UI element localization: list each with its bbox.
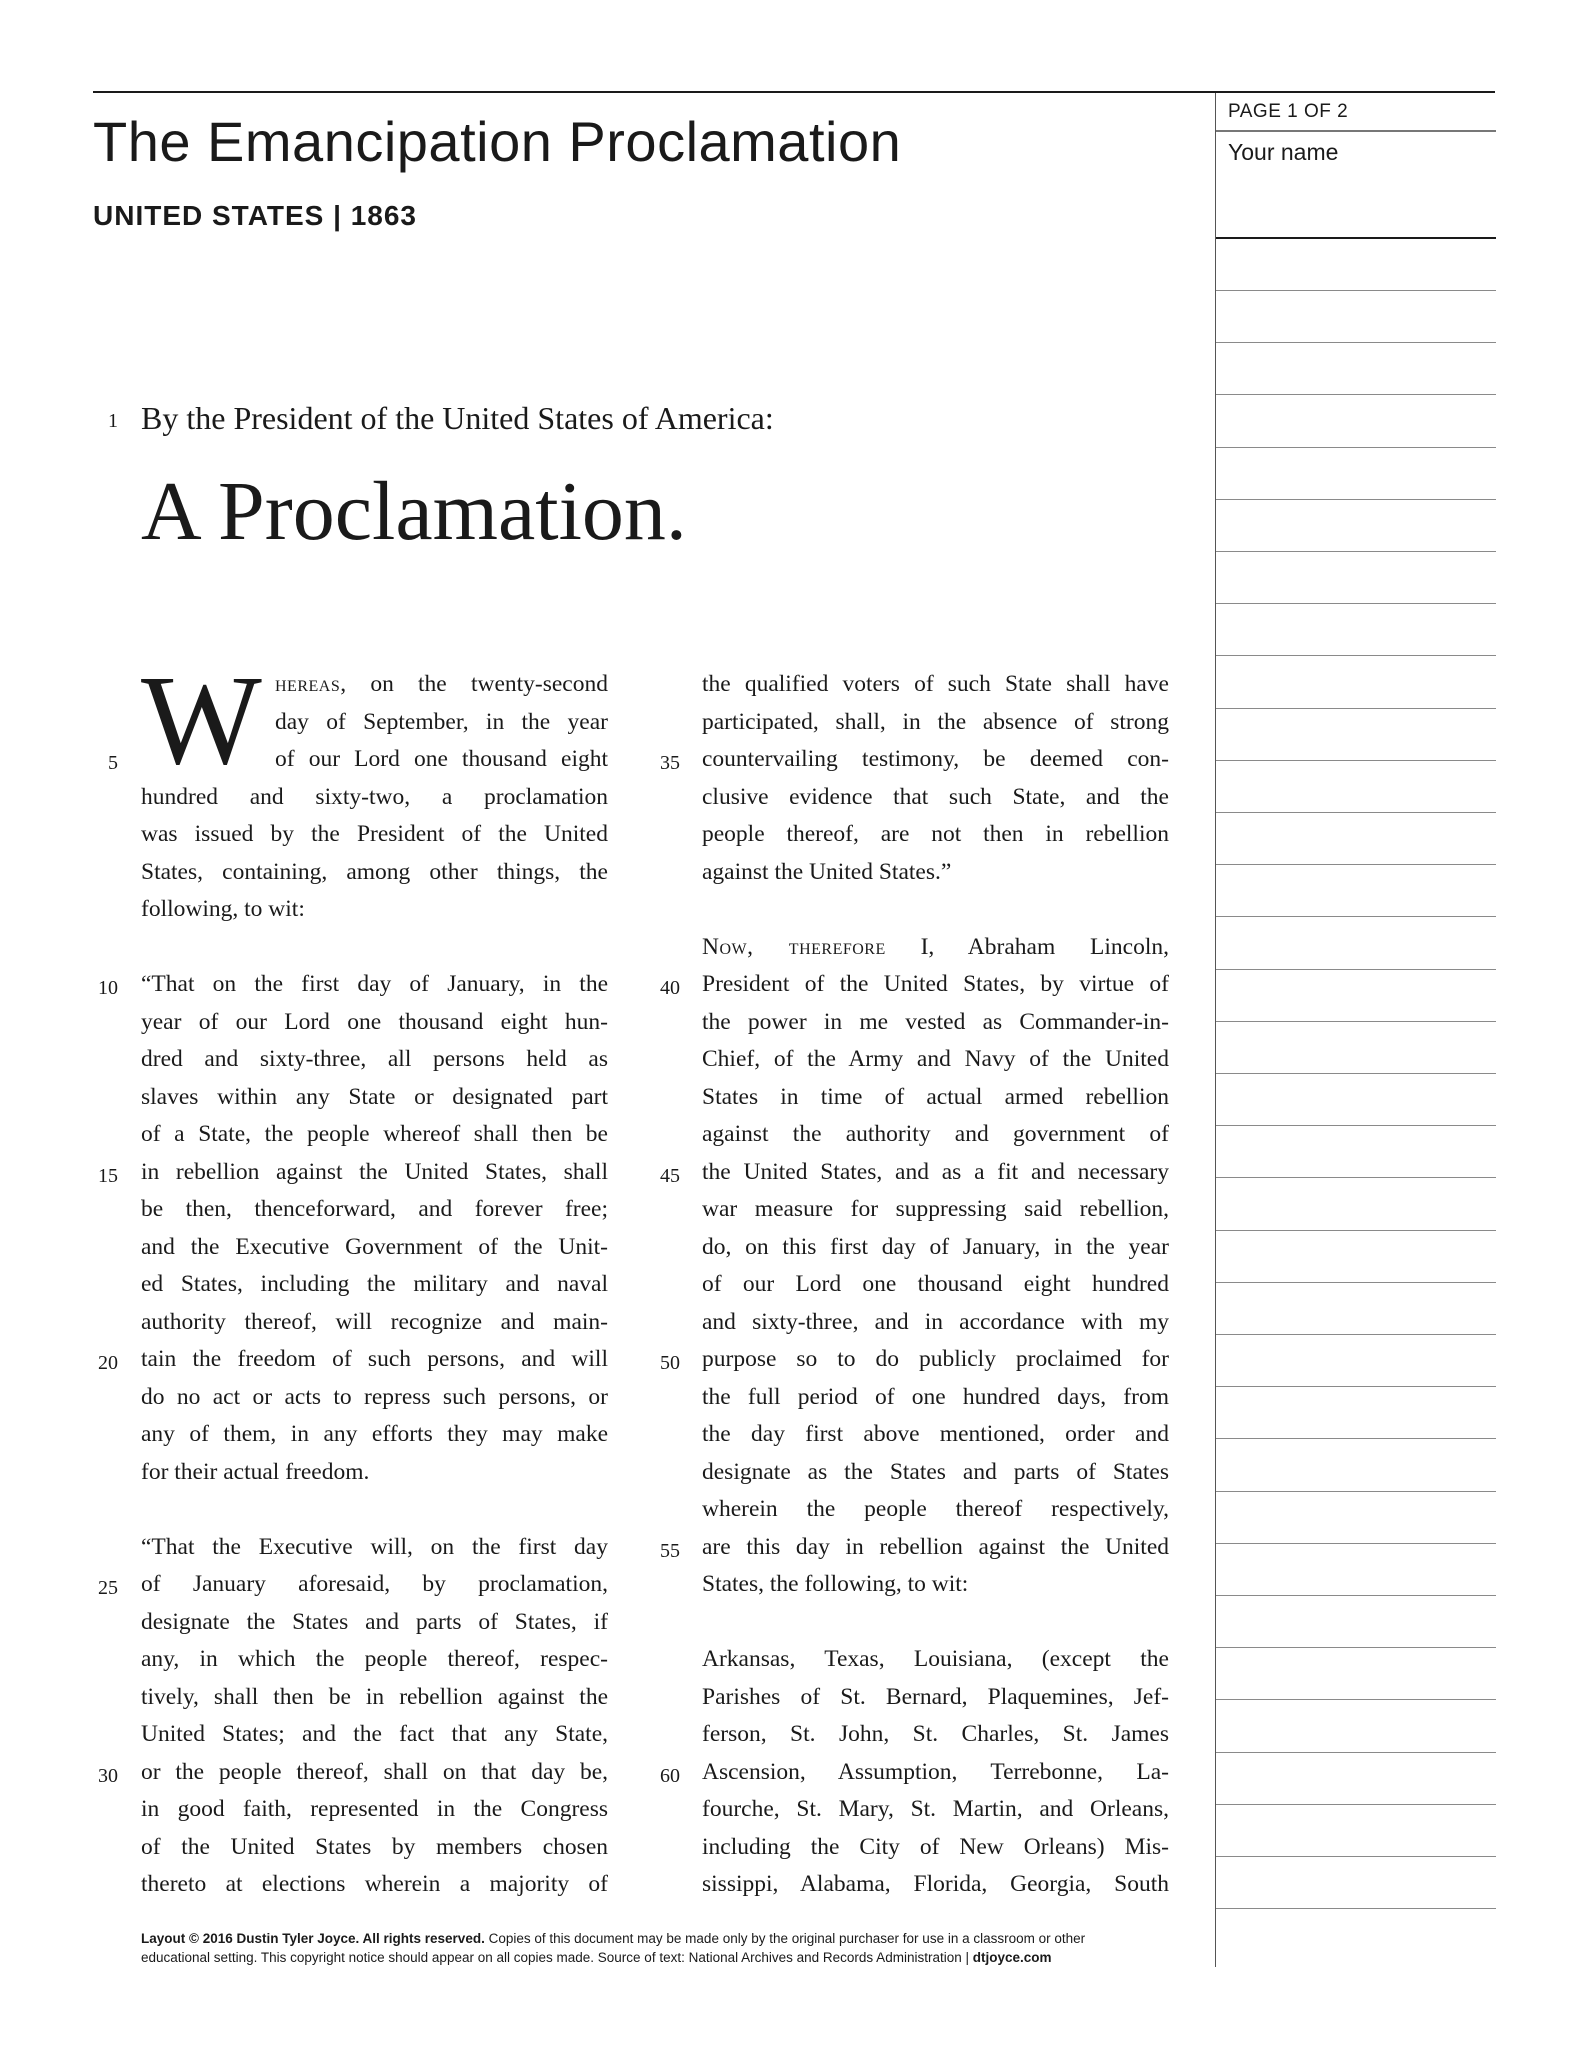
text-line: “That on the first day of January, in the [141, 971, 608, 997]
text-line: the day first above mentioned, order and [702, 1421, 1169, 1447]
text-line: purpose so to do publicly proclaimed for [702, 1346, 1169, 1372]
line-number: 60 [660, 1765, 680, 1787]
line-number: 15 [98, 1165, 118, 1187]
text-line: or the people thereof, shall on that day be, [141, 1758, 608, 1785]
text-line: President of the United States, by virtue of [702, 971, 1169, 997]
text-line: hundred and sixty-two, a proclamation [141, 783, 608, 810]
note-line [1216, 342, 1496, 343]
text-line: the qualified voters of such State shall have [702, 671, 1169, 697]
note-line [1216, 708, 1496, 709]
text-line: tively, shall then be in rebellion against the [141, 1683, 608, 1710]
line-number: 45 [660, 1165, 680, 1187]
text-line: United States; and the fact that any State, [141, 1721, 608, 1747]
text-line: any of them, in any efforts they may make [141, 1421, 608, 1447]
note-line [1216, 551, 1496, 552]
text-line: people thereof, are not then in rebellion [702, 821, 1169, 847]
paragraph-quote-1-end [702, 666, 1169, 891]
text-line: and the Executive Government of the Unit- [141, 1233, 608, 1260]
line-number: 10 [98, 977, 118, 999]
note-line [1216, 499, 1496, 500]
text-line: countervailing testimony, be deemed con- [702, 746, 1169, 772]
drop-cap: W [141, 649, 262, 791]
text-line: slaves within any State or designated part [141, 1083, 608, 1110]
text-line: do, on this first day of January, in the year [702, 1233, 1169, 1260]
text-line: ferson, St. John, St. Charles, St. James [702, 1721, 1169, 1747]
note-line [1216, 1386, 1496, 1387]
line-number: 1 [108, 410, 118, 432]
note-line [1216, 1699, 1496, 1700]
line-number: 5 [108, 752, 118, 774]
note-line [1216, 447, 1496, 448]
text-line: of our Lord one thousand eight [275, 746, 608, 772]
note-line [1216, 1073, 1496, 1074]
paragraph-states-list [702, 1641, 1169, 1904]
document-subtitle: UNITED STATES | 1863 [93, 200, 417, 231]
note-line [1216, 603, 1496, 604]
text-line: do no act or acts to repress such persons, or [141, 1383, 608, 1410]
lead-word: hereas [275, 671, 341, 697]
text-line: against the United States.” [702, 858, 952, 885]
text-line: ed States, including the military and naval [141, 1271, 608, 1297]
text-line: following, to wit: [141, 896, 305, 922]
text-line: designate the States and parts of States, if [141, 1608, 608, 1635]
text-line: be then, thenceforward, and forever free; [141, 1196, 608, 1222]
paragraph-now-therefore [702, 929, 1169, 1604]
text-line: Chief, of the Army and Navy of the United [702, 1046, 1169, 1072]
note-line [1216, 1804, 1496, 1805]
text-line: in good faith, represented in the Congress [141, 1796, 608, 1822]
line-number: 30 [98, 1765, 118, 1787]
text-column-left [141, 649, 608, 1904]
text-line: for their actual freedom. [141, 1458, 370, 1485]
name-field-label: Your name [1228, 139, 1339, 165]
text-column-right [702, 666, 1169, 1904]
line-number: 35 [660, 752, 680, 774]
note-line [1216, 290, 1496, 291]
text-line: any, in which the people thereof, respec- [141, 1646, 608, 1672]
lead-words: Now, therefore [702, 933, 886, 960]
text-line: against the authority and government of [702, 1121, 1169, 1147]
note-line [1216, 1125, 1496, 1126]
text-line: of our Lord one thousand eight hundred [702, 1271, 1169, 1297]
text-line: clusive evidence that such State, and the [702, 783, 1169, 810]
footer-line: educational setting. This copyright notice should appear on all copies made. Source of text: National Archives and Records Administration | dtjoyce.com [141, 1950, 1052, 1965]
document-title: The Emancipation Proclamation [93, 110, 902, 173]
text-line: day of September, in the year [275, 708, 608, 735]
proclamation-heading: A Proclamation. [141, 465, 687, 558]
text-line: are this day in rebellion against the United [702, 1533, 1169, 1560]
text-line: the United States, and as a fit and necessary [702, 1158, 1169, 1185]
text-line: participated, shall, in the absence of strong [702, 708, 1169, 735]
note-line [1216, 1177, 1496, 1178]
note-line [1216, 1334, 1496, 1335]
text-line: Arkansas, Texas, Louisiana, (except the [702, 1646, 1169, 1672]
text-line: the power in me vested as Commander-in- [702, 1008, 1169, 1035]
text-line: and sixty-three, and in accordance with my [702, 1308, 1169, 1335]
note-line [1216, 1021, 1496, 1022]
note-line [1216, 760, 1496, 761]
paragraph-quote-2 [141, 1529, 608, 1904]
footer-line: Layout © 2016 Dustin Tyler Joyce. All rights reserved. Copies of this document may be made only by the original purchaser for use in a classroom or other [141, 1931, 1086, 1946]
note-line [1216, 394, 1496, 395]
text-line: including the City of New Orleans) Mis- [702, 1833, 1169, 1860]
text-line: tain the freedom of such persons, and will [141, 1346, 608, 1372]
page-divider [1216, 130, 1496, 132]
name-field-line [1216, 237, 1496, 239]
text-line: sissippi, Alabama, Florida, Georgia, South [702, 1871, 1169, 1897]
text-line: of the United States by members chosen [141, 1833, 608, 1860]
note-line [1216, 916, 1496, 917]
note-line [1216, 1438, 1496, 1439]
website-link[interactable]: dtjoyce.com [972, 1950, 1052, 1965]
page-number: PAGE 1 OF 2 [1228, 101, 1349, 122]
line-number: 55 [660, 1540, 680, 1562]
text-line: hereas, on the twenty-second [275, 671, 608, 697]
note-line [1216, 1543, 1496, 1544]
note-line [1216, 1752, 1496, 1753]
text-line: thereto at elections wherein a majority of [141, 1871, 608, 1897]
text-line: authority thereof, will recognize and main- [141, 1308, 608, 1335]
note-line [1216, 655, 1496, 656]
note-line [1216, 1908, 1496, 1909]
text-line: Parishes of St. Bernard, Plaquemines, Jef- [702, 1683, 1169, 1710]
text-line: wherein the people thereof respectively, [702, 1496, 1169, 1522]
text-line: States, the following, to wit: [702, 1571, 969, 1597]
text-line: of a State, the people whereof shall then be [141, 1121, 608, 1147]
preamble: By the President of the United States of America: [141, 400, 774, 436]
text-line: fourche, St. Mary, St. Martin, and Orleans, [702, 1796, 1169, 1822]
note-line [1216, 1282, 1496, 1283]
paragraph-whereas [141, 649, 608, 929]
text-line: the full period of one hundred days, from [702, 1383, 1169, 1410]
text-line: in rebellion against the United States, shall [141, 1158, 608, 1185]
text-line: States in time of actual armed rebellion [702, 1083, 1169, 1110]
text-line: year of our Lord one thousand eight hun- [141, 1008, 608, 1035]
note-line [1216, 1491, 1496, 1492]
note-line [1216, 1647, 1496, 1648]
text-line: Now, therefore I, Abraham Lincoln, [702, 933, 1170, 960]
text-line: States, containing, among other things, the [141, 858, 608, 885]
copyright-notice: Layout © 2016 Dustin Tyler Joyce. All rights reserved. [141, 1931, 485, 1946]
text-line: of January aforesaid, by proclamation, [141, 1571, 608, 1597]
text-line: dred and sixty-three, all persons held as [141, 1046, 608, 1072]
note-line [1216, 1856, 1496, 1857]
note-line [1216, 1230, 1496, 1231]
text-line: was issued by the President of the United [141, 821, 608, 847]
text-line: Ascension, Assumption, Terrebonne, La- [702, 1758, 1169, 1785]
line-number: 50 [660, 1352, 680, 1374]
line-number: 25 [98, 1577, 118, 1599]
text-line: designate as the States and parts of States [702, 1458, 1169, 1485]
notes-panel [1215, 93, 1496, 1967]
note-line [1216, 812, 1496, 813]
note-line [1216, 969, 1496, 970]
line-number: 40 [660, 977, 680, 999]
note-line [1216, 1595, 1496, 1596]
text-line: “That the Executive will, on the first day [141, 1533, 608, 1560]
line-number: 20 [98, 1352, 118, 1374]
text-line: war measure for suppressing said rebellion, [702, 1196, 1169, 1222]
copyright-footer [141, 1929, 1141, 1967]
paragraph-quote-1 [141, 966, 608, 1491]
note-line [1216, 864, 1496, 865]
